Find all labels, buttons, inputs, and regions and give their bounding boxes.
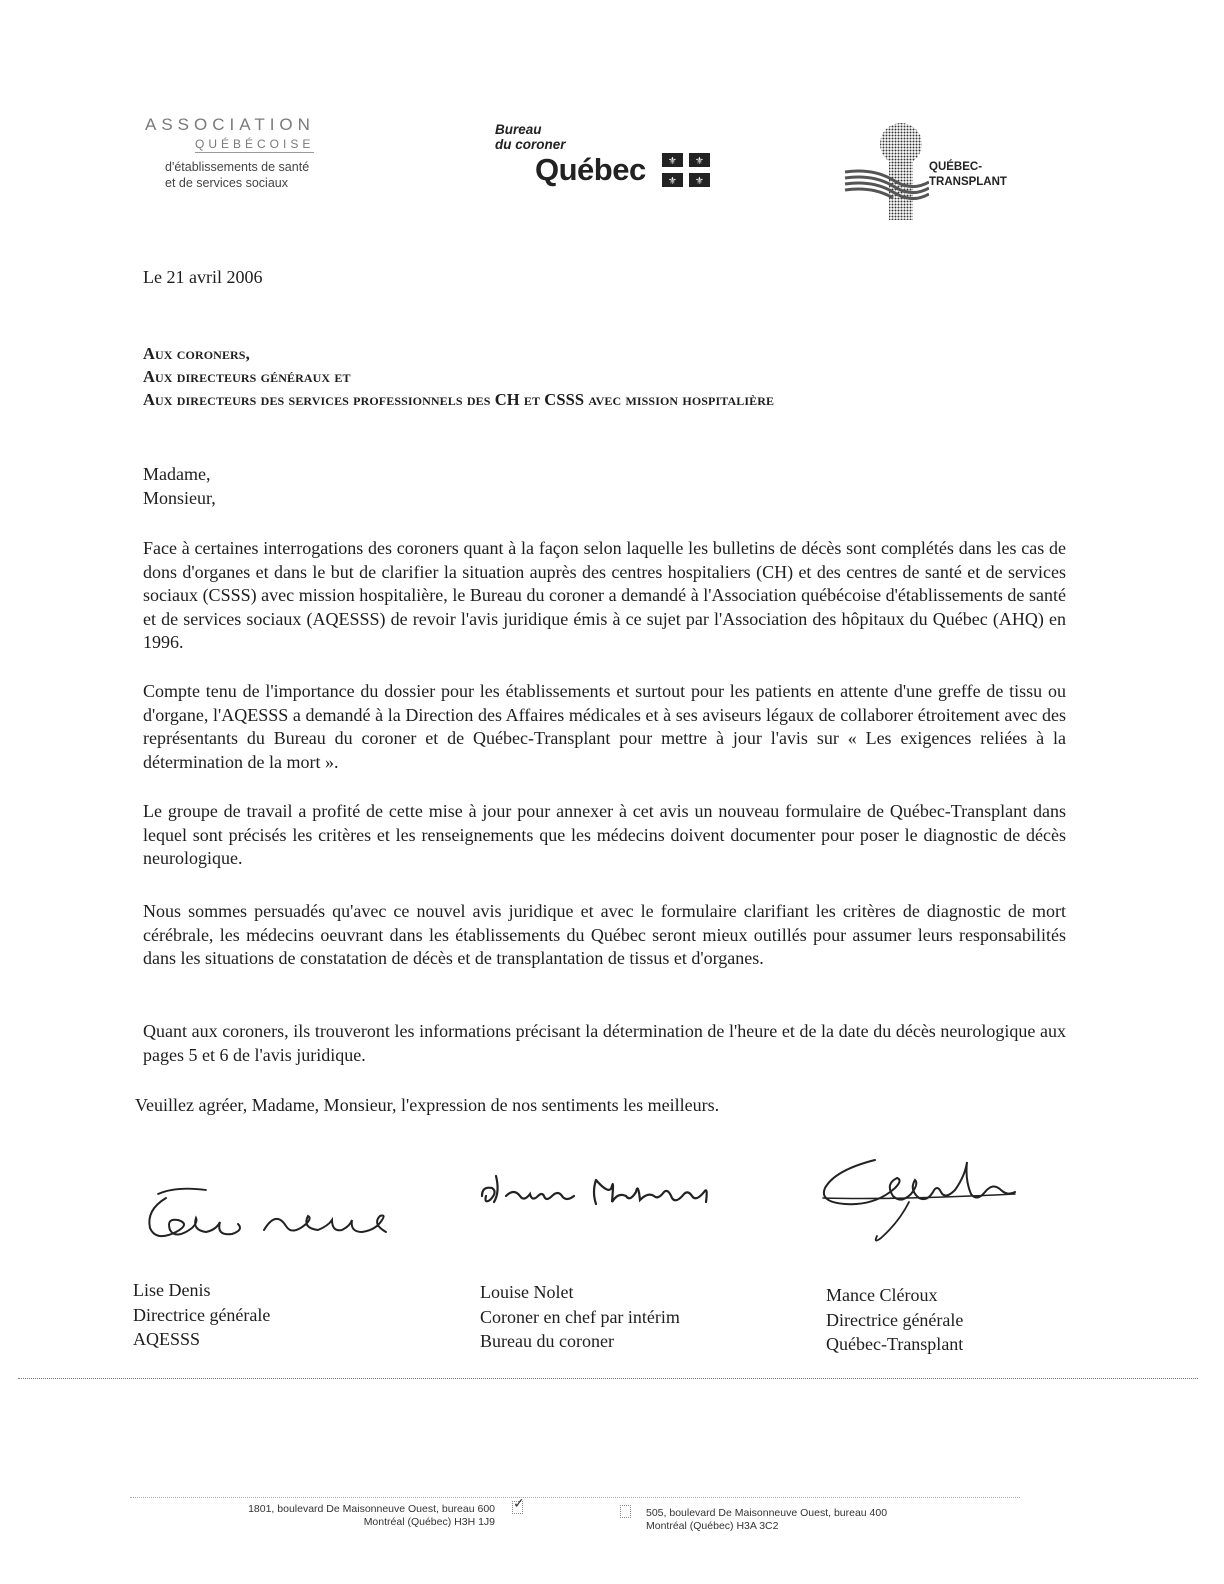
- signature-louise-nolet: [478, 1162, 738, 1222]
- salutation: [143, 462, 216, 510]
- signatory-block: [133, 1278, 270, 1352]
- salutation-line1: Madame,: [143, 464, 211, 484]
- signatory-organization: Québec-Transplant: [826, 1334, 964, 1354]
- coroner-logo-word: Québec: [535, 152, 646, 187]
- body-paragraph: Compte tenu de l'importance du dossier pour les établissements et surtout pour les patients en attente d'une greffe de tissu ou d'organe, l'AQESSS a demandé à la Direction des Affaires médicales et à ses aviseurs légaux de collaborer étroitement avec des représentants du Bureau du coroner et de Québec-Transplant pour mettre à jour l'avis sur « Les exigences reliées à la détermination de la mort ».: [143, 681, 1066, 772]
- footer-address-2-line2: Montréal (Québec) H3A 3C2: [646, 1520, 779, 1532]
- body-paragraph: Nous sommes persuadés qu'avec ce nouvel avis juridique et avec le formulaire clarifiant les critères de diagnostic de mort cérébrale, les médecins oeuvrant dans les établissements du Québec seront mieux outillés pour assumer leurs responsabilités dans les situations de constatation de décès et de transplantation de tissus et d'organes.: [143, 901, 1066, 968]
- quebec-transplant-line2: TRANSPLANT: [929, 176, 1007, 188]
- quebec-transplant-line1: QUÉBEC-: [929, 161, 983, 173]
- closing-formula: Veuillez agréer, Madame, Monsieur, l'expression de nos sentiments les meilleurs.: [135, 1095, 720, 1115]
- signatory-title: Directrice générale: [826, 1309, 964, 1330]
- footer-address-2-line1: 505, boulevard De Maisonneuve Ouest, bureau 400: [646, 1507, 888, 1519]
- quebec-transplant-wordmark: [929, 160, 1007, 190]
- footer-address-1-line1: 1801, boulevard De Maisonneuve Ouest, bureau 600: [248, 1503, 495, 1515]
- salutation-line2: Monsieur,: [143, 488, 216, 508]
- body-paragraph: Face à certaines interrogations des coroners quant à la façon selon laquelle les bulletins de décès sont complétés dans les cas de dons d'organes et dans le but de clarifier la situation auprès des centres hospitaliers (CH) et des centres de santé et de services sociaux (CSSS) avec mission hospitalière, le Bureau du coroner a demandé à l'Association québécoise d'établissements de santé et de services sociaux (AQESSS) de revoir l'avis juridique émis à ce sujet par l'Association des hôpitaux du Québec (AHQ) en 1996.: [143, 538, 1066, 652]
- signatory-block: [480, 1280, 680, 1354]
- footer-address-2: [646, 1507, 887, 1533]
- recipients-block: [143, 342, 1143, 411]
- signatory-organization: Bureau du coroner: [480, 1331, 614, 1351]
- signatory-title: Directrice générale: [133, 1304, 271, 1325]
- quebec-transplant-emblem-icon: [843, 122, 929, 220]
- signatory-name: Mance Cléroux: [826, 1285, 938, 1305]
- recipient-line: Aux coroners,: [143, 344, 250, 363]
- aqesss-logo-line4: et de services sociaux: [165, 176, 288, 190]
- separator-line: [18, 1378, 1198, 1379]
- signatory-name: Louise Nolet: [480, 1282, 574, 1302]
- recipient-line: Aux directeurs des services professionnels des CH et CSSS avec mission hospitalière: [143, 390, 775, 409]
- signatory-name: Lise Denis: [133, 1280, 211, 1300]
- quebec-transplant-logo: [843, 122, 1043, 220]
- body-paragraph: Le groupe de travail a profité de cette mise à jour pour annexer à cet avis un nouveau formulaire de Québec-Transplant dans lequel sont précisés les critères et les renseignements que les médecins doivent documenter pour poser le diagnostic de décès neurologique.: [143, 801, 1066, 868]
- svg-text:⚜: ⚜: [668, 176, 677, 187]
- signatory-organization: AQESSS: [133, 1329, 201, 1349]
- svg-text:⚜: ⚜: [695, 156, 704, 167]
- footer-separator-line: [130, 1497, 1020, 1498]
- footer-address-1: [197, 1503, 495, 1529]
- aqesss-logo-line3: d'établissements de santé: [165, 160, 310, 174]
- quebec-flag-icon: [662, 153, 710, 187]
- coroner-logo-line2: du coroner: [495, 137, 566, 152]
- signatory-title: Coroner en chef par intérim: [480, 1306, 680, 1327]
- aqesss-logo: [145, 115, 405, 205]
- svg-text:⚜: ⚜: [695, 176, 704, 187]
- coroner-quebec-logo: [495, 122, 725, 202]
- address-2-checkbox: [620, 1505, 631, 1518]
- footer-address-1-line2: Montréal (Québec) H3H 1J9: [363, 1516, 495, 1528]
- signature-lise-denis: [136, 1180, 396, 1250]
- signatory-block: [826, 1283, 963, 1357]
- recipient-line: Aux directeurs généraux et: [143, 367, 351, 386]
- letter-date: Le 21 avril 2006: [143, 267, 263, 287]
- body-paragraph: Quant aux coroners, ils trouveront les informations précisant la détermination de l'heure et de la date du décès neurologique aux pages 5 et 6 de l'avis juridique.: [143, 1021, 1066, 1065]
- signature-mance-cleroux: [815, 1140, 1025, 1250]
- check-mark-icon: ✓: [513, 1496, 525, 1512]
- coroner-logo-line1: Bureau: [495, 122, 542, 137]
- aqesss-logo-line2: QUÉBÉCOISE: [195, 137, 315, 151]
- aqesss-logo-line1: ASSOCIATION: [145, 115, 315, 134]
- svg-text:⚜: ⚜: [668, 156, 677, 167]
